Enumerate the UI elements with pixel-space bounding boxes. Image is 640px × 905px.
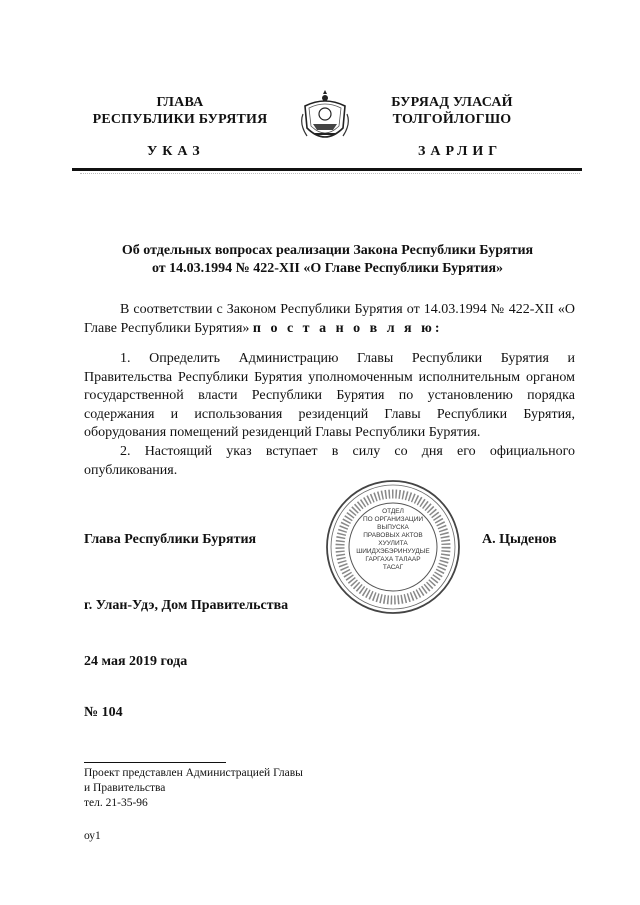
stamp-line3: ВЫПУСКА: [377, 524, 409, 531]
item-2-text: 2. Настоящий указ вступает в силу со дня его официального опубликования.: [84, 444, 575, 478]
signature-position: Глава Республики Бурятия: [84, 532, 257, 547]
signing-date: 24 мая 2019 года: [84, 654, 188, 669]
item-2-paragraph: [84, 443, 575, 480]
title-line1: Об отдельных вопросах реализации Закона Республики Бурятия: [121, 243, 534, 258]
item-1-text: 1. Определить Администрацию Главы Республики Бурятия и Правительства Республики Бурятия уполномоченным исполнительным органом государственной власти Республики Бурятия по установлению порядка содержания и использования резиденций Главы Республики Бурятия, оборудования помещений резиденций Главы Республики Бурятия.: [84, 351, 575, 440]
stamp-line5: ХУУЛИТА: [378, 540, 408, 547]
stamp-line2: ПО ОРГАНИЗАЦИИ: [362, 516, 424, 523]
document-title: [80, 242, 575, 278]
footnote-line2: и Правительства: [84, 782, 166, 794]
official-stamp: [324, 478, 462, 616]
stamp-line7: ГАРГАХА ТАЛААР: [365, 556, 421, 563]
header-right-doc: ЗАРЛИГ: [418, 144, 503, 159]
stamp-line8: ТАСАГ: [382, 564, 404, 571]
item-1-paragraph: [84, 350, 575, 443]
header-left: [80, 94, 280, 128]
header-dotted-line: [80, 173, 580, 180]
footnote-line1: Проект представлен Администрацией Главы: [84, 767, 303, 779]
footnote-divider: [84, 762, 226, 763]
footnote: [84, 766, 384, 811]
header-left-line1: ГЛАВА: [156, 95, 204, 110]
coat-of-arms-icon: [297, 84, 353, 148]
stamp-line1: ОТДЕЛ: [382, 508, 404, 515]
title-line2: от 14.03.1994 № 422-XII «О Главе Республики Бурятия»: [151, 261, 504, 276]
header-right: [372, 94, 532, 128]
stamp-line4: ПРАВОВЫХ АКТОВ: [363, 532, 423, 539]
header-right-line2: ТОЛГОЙЛОГШО: [392, 112, 512, 127]
header-right-line1: БУРЯАД УЛАСАЙ: [391, 95, 513, 110]
document-code: оу1: [84, 830, 101, 842]
header-divider: [72, 168, 582, 171]
header-left-doc: УКАЗ: [147, 144, 205, 159]
preamble-decree-word: п о с т а н о в л я ю:: [252, 320, 443, 336]
header-left-line2: РЕСПУБЛИКИ БУРЯТИЯ: [92, 112, 268, 127]
footnote-line3: тел. 21-35-96: [84, 797, 148, 809]
preamble-paragraph: [84, 301, 575, 338]
signing-place: г. Улан-Удэ, Дом Правительства: [84, 598, 289, 613]
decree-number: № 104: [84, 705, 123, 720]
preamble-text: В соответствии с Законом Республики Бурятия от 14.03.1994 № 422-XII «О Главе Республики Бурятия»: [84, 302, 575, 336]
signature-name: А. Цыденов: [482, 532, 557, 547]
stamp-line6: ШИИДХЭБЭРИНУУДЫЕ: [356, 548, 430, 555]
